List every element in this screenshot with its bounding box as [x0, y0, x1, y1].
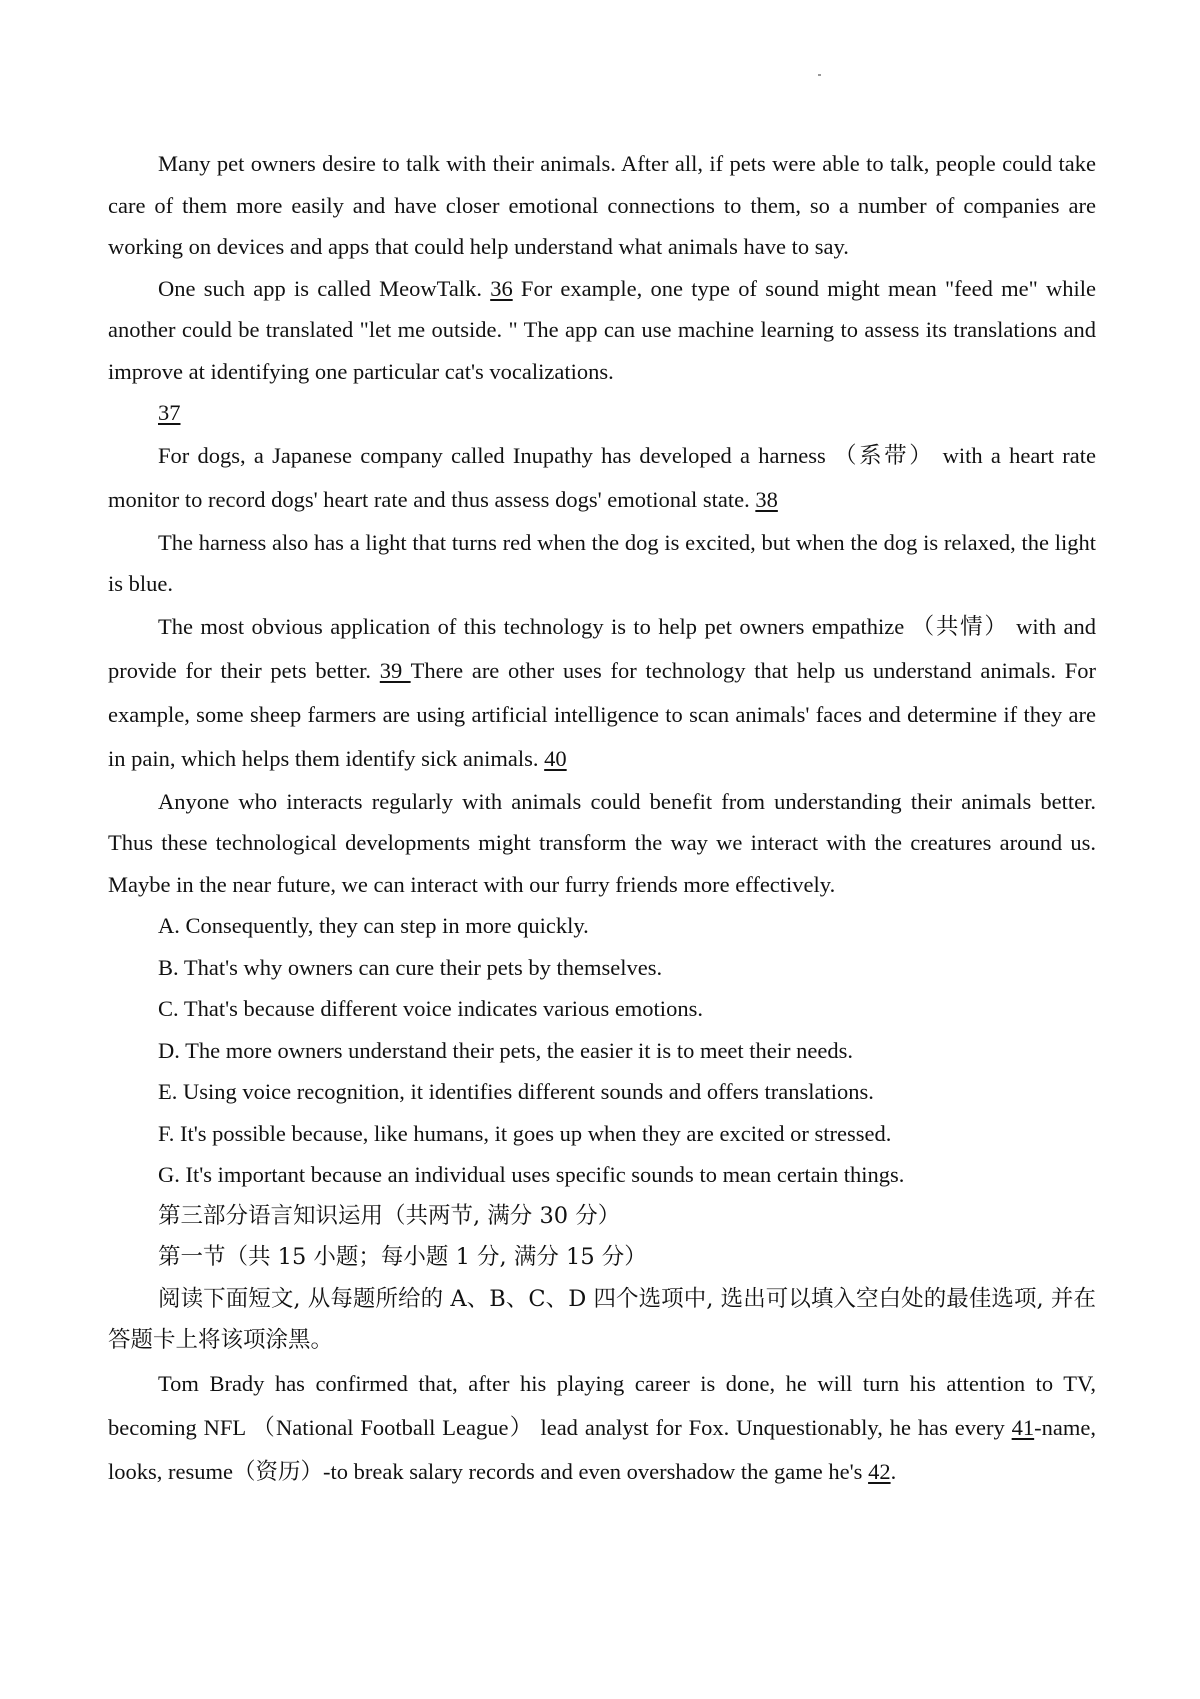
- blank-41: 41: [1011, 1414, 1035, 1440]
- passage1-paragraph-2: [108, 268, 1096, 393]
- option-b: B. That's why owners can cure their pets by themselves.: [158, 954, 663, 980]
- passage1-blank-line-37: [108, 392, 1096, 434]
- paragraph-text: .: [890, 1458, 897, 1484]
- blank-40: 40: [544, 745, 567, 771]
- section3-subheading: 第一节（共 15 小题；每小题 1 分, 满分 15 分）: [158, 1244, 647, 1270]
- passage1-paragraph-1: [108, 143, 1096, 268]
- paragraph-text: The harness also has a light that turns red when the dog is excited, but when the dog is relaxed, the light is blue.: [108, 529, 1096, 596]
- blank-42: 42: [868, 1458, 891, 1484]
- paragraph-text: Anyone who interacts regularly with animals could benefit from understanding their animals better. Thus these technological developments might transform the way we interact with the creatures around us. Maybe in the near future, we can interact with our furry friends more effectively.: [108, 788, 1096, 897]
- paragraph-text: There are other uses for technology that help us understand animals. For example, some sheep farmers are using artificial intelligence to scan animals' faces and determine if they are in pain, which helps them identify sick animals.: [108, 657, 1097, 771]
- paragraph-text: One such app is called MeowTalk.: [158, 275, 491, 301]
- blank-36: 36: [490, 275, 513, 301]
- option-g: G. It's important because an individual uses specific sounds to mean certain things.: [158, 1162, 905, 1187]
- document-body: [108, 143, 1096, 1494]
- paragraph-text: -name, looks, resume（资历）-to break salary records and even overshadow the game he's: [108, 1414, 1096, 1484]
- passage1-paragraph-3: [108, 434, 1096, 522]
- answer-options: [108, 905, 1096, 1196]
- paragraph-text: The most obvious application of this technology is to help pet owners empathize （共情） with and provide for their pets better.: [108, 613, 1096, 683]
- passage1-paragraph-6: [108, 781, 1096, 906]
- passage2-paragraph-1: [108, 1362, 1096, 1494]
- section3-heading: 第三部分语言知识运用（共两节, 满分 30 分）: [158, 1202, 621, 1229]
- scan-mark: [818, 74, 821, 76]
- paragraph-text: For example, one type of sound might mean "feed me" while another could be translated "let me outside. " The app can use machine learning to assess its translations and improve at identifying one particular cat's vocalizations.: [108, 275, 1096, 384]
- paragraph-text: For dogs, a Japanese company called Inupathy has developed a harness （系带） with a heart rate monitor to record dogs' heart rate and thus assess dogs' emotional state.: [108, 442, 1096, 512]
- option-e: E. Using voice recognition, it identifies different sounds and offers translations.: [158, 1079, 874, 1104]
- blank-39: 39: [379, 657, 411, 683]
- option-a: A. Consequently, they can step in more quickly.: [158, 913, 589, 938]
- option-d: D. The more owners understand their pets, the easier it is to meet their needs.: [158, 1037, 854, 1063]
- paragraph-text: Many pet owners desire to talk with their animals. After all, if pets were able to talk, people could take care of them more easily and have closer emotional connections to them, so a number of companies are working on devices and apps that could help understand what animals have to say.: [108, 151, 1096, 259]
- option-f: F. It's possible because, like humans, it goes up when they are excited or stressed.: [158, 1120, 892, 1146]
- section3-instructions: 阅读下面短文, 从每题所给的 A、B、C、D 四个选项中, 选出可以填入空白处的最佳选项, 并在答题卡上将该项涂黑。: [108, 1285, 1096, 1353]
- paragraph-text: Tom Brady has confirmed that, after his playing career is done, he will turn his attention to TV, becoming NFL （National Football League） lead analyst for Fox. Unquestionably, he has every: [108, 1370, 1096, 1440]
- blank-38: 38: [755, 486, 778, 512]
- passage1-paragraph-5: [108, 605, 1096, 781]
- passage1-paragraph-4: [108, 522, 1096, 605]
- option-c: C. That's because different voice indicates various emotions.: [158, 996, 703, 1021]
- blank-37: 37: [158, 400, 181, 425]
